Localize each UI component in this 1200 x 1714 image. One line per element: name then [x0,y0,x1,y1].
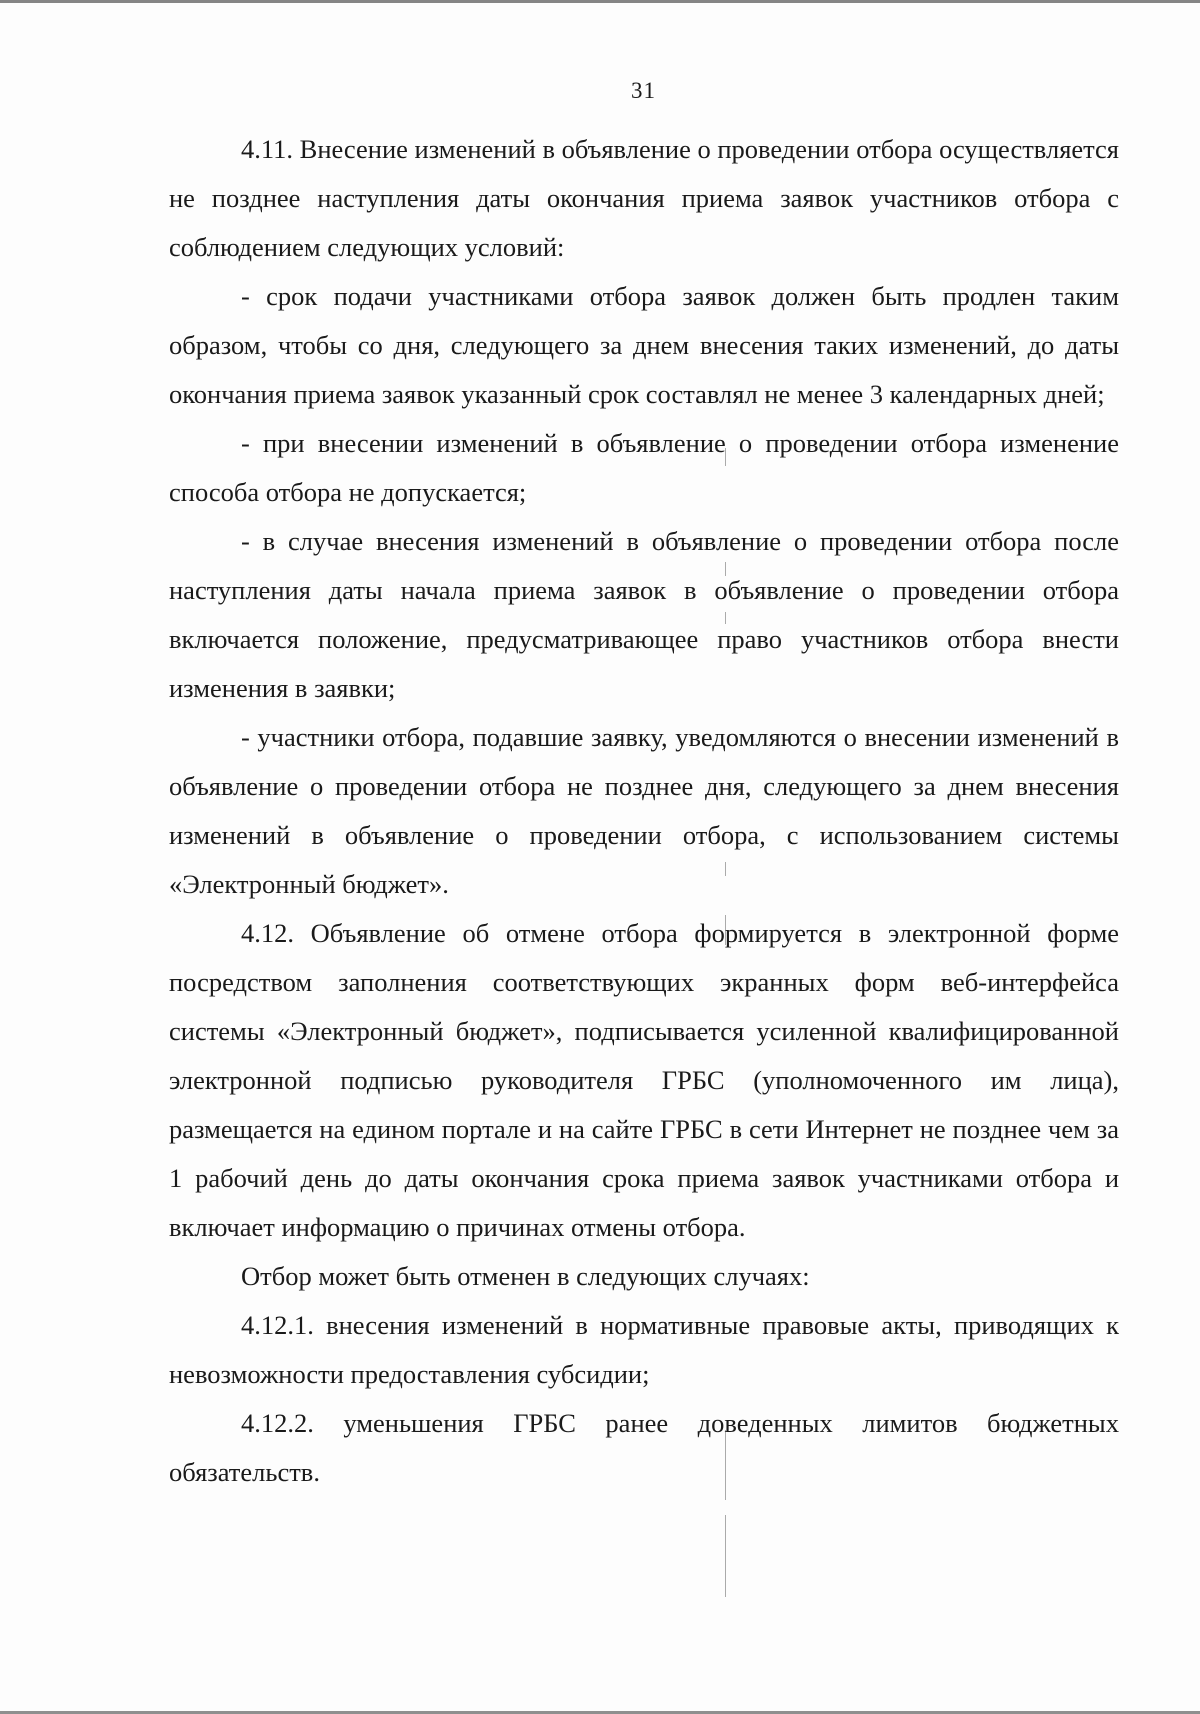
paragraph-4-12-1: 4.12.1. внесения изменений в нормативные правовые акты, приводящих к невозможности предоставления субсидии; [169,1310,1119,1389]
paragraph-4-11: 4.11. Внесение изменений в объявление о проведении отбора осуществляется не позднее наступления даты окончания приема заявок участников отбора с соблюдением следующих условий: [169,134,1119,262]
paragraph-condition-notification: - участники отбора, подавшие заявку, уведомляются о внесении изменений в объявление о проведении отбора не позднее дня, следующего за днем внесения изменений в объявление о проведении отбора, с использованием системы «Электронный бюджет». [169,722,1119,899]
paragraph-4-12-2: 4.12.2. уменьшения ГРБС ранее доведенных лимитов бюджетных обязательств. [169,1408,1119,1487]
paragraph-cancellation-cases: Отбор может быть отменен в следующих случаях: [241,1261,810,1291]
paragraph-4-12: 4.12. Объявление об отмене отбора формируется в электронной форме посредством заполнения соответствующих экранных форм веб-интерфейса системы «Электронный бюджет», подписывается усиленной квалифицированной электронной подписью руководителя ГРБС (уполномоченного им лица), размещается на едином портале и на сайте ГРБС в сети Интернет не позднее чем за 1 рабочий день до даты окончания срока приема заявок участниками отбора и включает информацию о причинах отмены отбора. [169,918,1119,1242]
paragraph-condition-method: - при внесении изменений в объявление о проведении отбора изменение способа отбора не допускается; [169,428,1119,507]
paragraph-condition-amend-applications: - в случае внесения изменений в объявление о проведении отбора после наступления даты начала приема заявок в объявление о проведении отбора включается положение, предусматривающее право участников отбора внести изменения в заявки; [169,526,1119,703]
document-body [169,125,1119,1497]
paragraph-condition-deadline: - срок подачи участниками отбора заявок должен быть продлен таким образом, чтобы со дня, следующего за днем внесения таких изменений, до даты окончания приема заявок указанный срок составлял не менее 3 календарных дней; [169,281,1119,409]
page-number: 31 [631,78,656,103]
fold-mark-7 [725,1515,726,1597]
scan-edge-top [0,0,1200,3]
